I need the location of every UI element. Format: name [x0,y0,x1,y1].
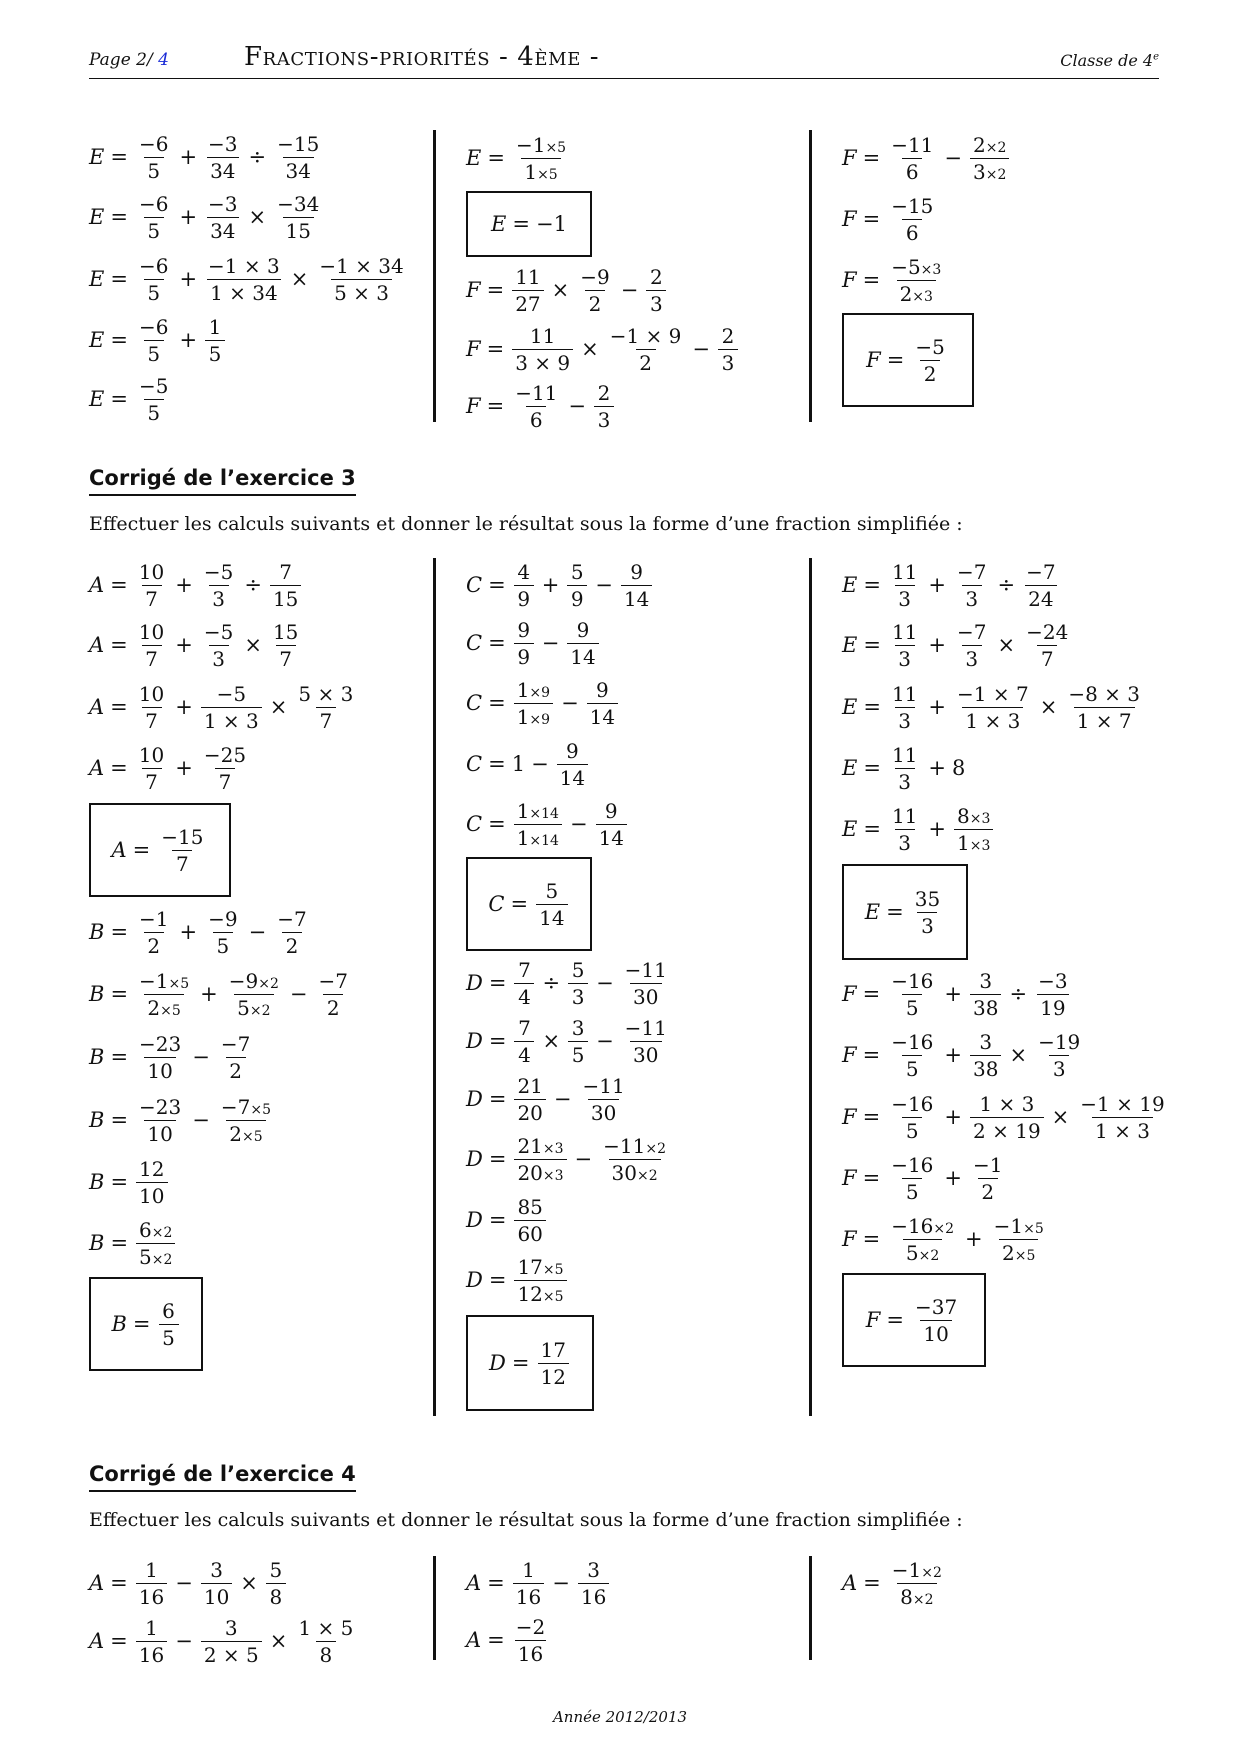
equation-line: F = $\frac{-16}{5}$ + $\frac{3}{38}$ × $\frac{-19}{3}$ [842,1029,1081,1081]
equation-line: B = $\frac{-1\times 5}{2\times 5}$ + $\frac{-9\times 2}{5\times 2}$ − $\frac{-7}{2}$ [89,968,348,1020]
equation-line: E = $\frac{11}{3}$ + $\frac{-7}{3}$ × $\frac{-24}{7}$ [842,619,1069,671]
equation-line: A = $\frac{10}{7}$ + $\frac{-5}{3}$ × $\frac{15}{7}$ [89,619,299,671]
equation-line: A = $\frac{-1\times 2}{8\times 2}$ [842,1557,942,1609]
equation-line: A = $\frac{-2}{16}$ [466,1614,546,1666]
instruction-text: Effectuer les calculs suivants et donner le résultat sous la forme d’une fraction simplifiée : [89,513,963,535]
equation-line: E = $\frac{11}{3}$ + 8 [842,742,966,794]
equation-line: E = $\frac{11}{3}$ + $\frac{8\times 3}{1\times 3}$ [842,798,1170,860]
equation-line: D = $\frac{21\times 3}{20\times 3}$ − $\frac{-11\times 2}{30\times 2}$ [466,1133,667,1185]
equation-line: A = $\frac{10}{7}$ + $\frac{-25}{7}$ [89,742,247,794]
ex4-col1 [89,1554,358,1670]
equation-line: C = 1 − $\frac{9}{14}$ [466,734,672,794]
column-separator [809,558,812,1416]
equation-line: F = $\frac{-11}{6}$ − $\frac{2\times 2}{3\times 2}$ [842,128,1011,188]
equation-line: E = $\frac{-6}{5}$ + $\frac{-3}{34}$ × $\frac{-34}{15}$ [89,191,320,243]
equation-line: E = $\frac{-1\times 5}{1\times 5}$ [466,132,567,184]
column-separator [433,130,436,422]
equation-line: C = $\frac{9}{9}$ − $\frac{9}{14}$ [466,614,672,672]
result-box: E = $\frac{35}{3}$ [842,860,1170,964]
equation-line: C = $\frac{4}{9}$ + $\frac{5}{9}$ − $\frac{9}{14}$ [466,556,672,614]
document-title: Fractions-priorités - 4ème - [244,42,600,72]
equation-line: D = $\frac{7}{4}$ × $\frac{3}{5}$ − $\frac{-11}{30}$ [466,1015,667,1067]
page-header [89,42,1159,79]
section-heading: Corrigé de l’exercice 3 [89,466,356,496]
equation-line: B = $\frac{-23}{10}$ − $\frac{-7\times 5}{2\times 5}$ [89,1094,271,1146]
equation-line: B = $\frac{-1}{2}$ + $\frac{-9}{5}$ − $\frac{-7}{2}$ [89,906,307,958]
ex3-col1 [89,556,358,1374]
result-box: F = $\frac{-5}{2}$ [842,310,1011,410]
result-box: F = $\frac{-37}{10}$ [842,1270,1170,1370]
ex3-col3 [842,556,1170,1370]
block1-col2 [466,128,740,434]
equation-line: A = $\frac{1}{16}$ − $\frac{3}{16}$ [466,1554,611,1612]
block1-col3 [842,128,1011,410]
equation-line: D = $\frac{7}{4}$ ÷ $\frac{5}{3}$ − $\frac{-11}{30}$ [466,957,667,1009]
ex3-col2 [466,556,672,1416]
equation-line: F = $\frac{11}{3 \times 9}$ × $\frac{-1 \times 9}{2}$ − $\frac{2}{3}$ [466,320,740,378]
equation-line: E = $\frac{-6}{5}$ + $\frac{1}{5}$ [89,310,409,370]
equation-line: F = $\frac{-15}{6}$ [842,193,934,245]
equation-line: F = $\frac{-16}{5}$ + $\frac{1 \times 3}{2 \times 19}$ × $\frac{-1 \times 19}{1 \times 3}$ [842,1091,1165,1143]
column-separator [809,130,812,422]
equation-line: B = $\frac{6\times 2}{5\times 2}$ [89,1212,358,1274]
equation-line: D = $\frac{21}{20}$ − $\frac{-11}{30}$ [466,1073,625,1125]
equation-line: E = $\frac{-6}{5}$ + $\frac{-3}{34}$ ÷ $\frac{-15}{34}$ [89,131,320,183]
column-separator [433,1556,436,1660]
equation-line: C = $\frac{1\times 14}{1\times 14}$ − $\frac{9}{14}$ [466,794,672,854]
equation-line: A = $\frac{10}{7}$ + $\frac{-5}{3}$ ÷ $\frac{7}{15}$ [89,556,358,614]
equation-line: F = $\frac{-16}{5}$ + $\frac{3}{38}$ ÷ $\frac{-3}{19}$ [842,968,1068,1020]
column-separator [433,558,436,1416]
result-box: D = $\frac{17}{12}$ [466,1310,672,1416]
page-footer: Année 2012/2013 [552,1708,688,1726]
equation-line: B = $\frac{-23}{10}$ − $\frac{-7}{2}$ [89,1031,251,1083]
page-number: Page 2/ 4 [89,50,169,70]
equation-line: F = $\frac{-5\times 3}{2\times 3}$ [842,254,942,306]
equation-line: F = $\frac{11}{27}$ × $\frac{-9}{2}$ − $\frac{2}{3}$ [466,260,740,320]
equation-line: E = $\frac{-5}{5}$ [89,373,169,425]
equation-line: A = $\frac{10}{7}$ + $\frac{-5}{1 \times 3}$ × $\frac{5 \times 3}{7}$ [89,681,354,733]
result-box: C = $\frac{5}{14}$ [466,854,672,954]
result-box: B = $\frac{6}{5}$ [89,1274,358,1374]
ex4-col3 [842,1554,947,1612]
equation-line: C = $\frac{1\times 9}{1\times 9}$ − $\frac{9}{14}$ [466,672,672,734]
instruction-text: Effectuer les calculs suivants et donner le résultat sous la forme d’une fraction simplifiée : [89,1509,963,1531]
result-box: A = $\frac{-15}{7}$ [89,798,358,902]
page-total-link[interactable]: 4 [158,50,169,70]
equation-line: E = $\frac{11}{3}$ + $\frac{-7}{3}$ ÷ $\frac{-7}{24}$ [842,559,1056,611]
class-label: Classe de 4e [1060,51,1159,70]
column-separator [809,1556,812,1660]
equation-line: F = $\frac{-16}{5}$ + $\frac{-1}{2}$ [842,1152,1003,1204]
equation-line: A = $\frac{1}{16}$ − $\frac{3}{10}$ × $\frac{5}{8}$ [89,1554,358,1612]
result-box: E = −1 [466,188,740,260]
section-heading: Corrigé de l’exercice 4 [89,1462,356,1492]
equation-line: F = $\frac{-11}{6}$ − $\frac{2}{3}$ [466,378,740,434]
ex4-col2 [466,1554,611,1668]
block1-col1 [89,128,409,428]
equation-line: D = $\frac{17\times 5}{12\times 5}$ [466,1250,672,1310]
equation-line: E = $\frac{-6}{5}$ + $\frac{-1 \times 3}{1 \times 34}$ × $\frac{-1 \times 34}{5 \times 3}$ [89,253,404,305]
equation-line: A = $\frac{1}{16}$ − $\frac{3}{2 \times 5}$ × $\frac{1 \times 5}{8}$ [89,1615,354,1667]
equation-line: B = $\frac{12}{10}$ [89,1152,358,1212]
equation-line: F = $\frac{-16\times 2}{5\times 2}$ + $\frac{-1\times 5}{2\times 5}$ [842,1213,1044,1265]
equation-line: E = $\frac{11}{3}$ + $\frac{-1 \times 7}{1 \times 3}$ × $\frac{-8 \times 3}{1 \times 7}$ [842,681,1140,733]
equation-line: D = $\frac{85}{60}$ [466,1190,672,1250]
